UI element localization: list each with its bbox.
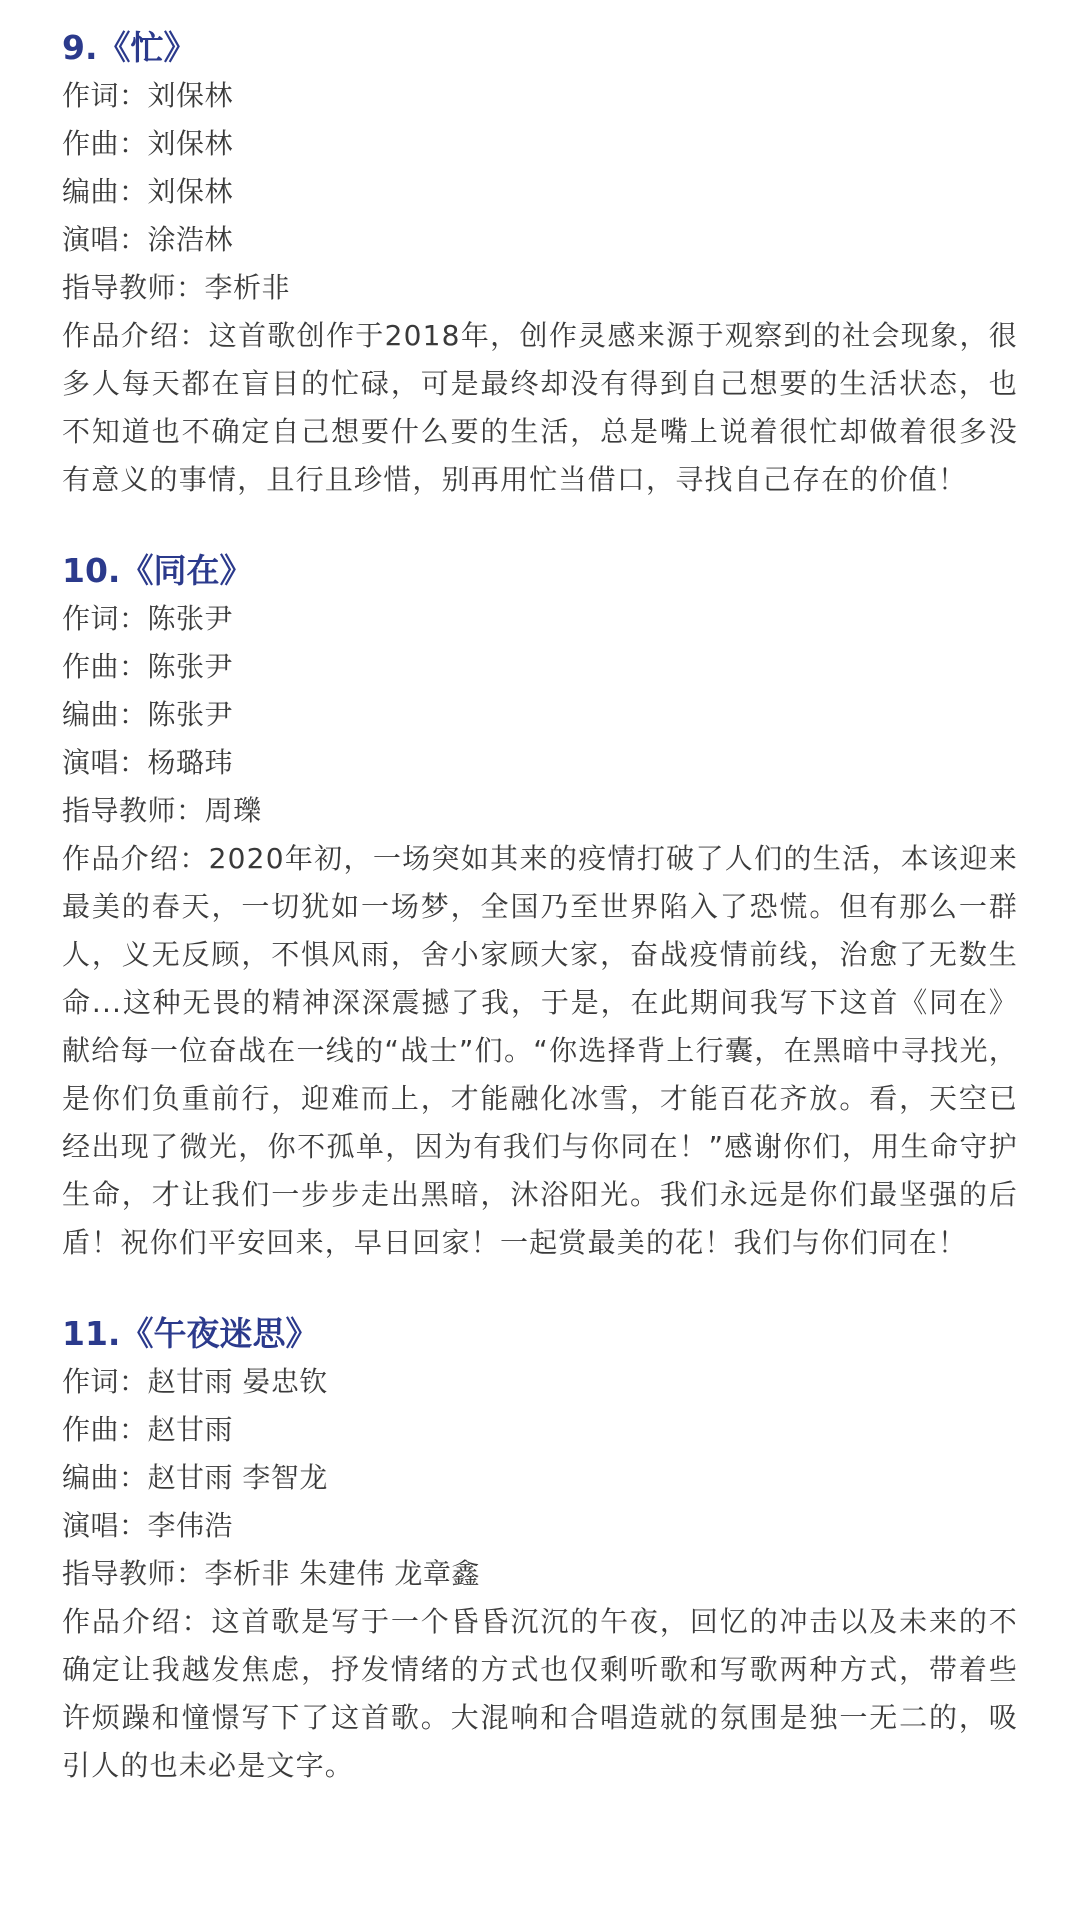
composer-line (62, 643, 1018, 691)
intro-label: 作品介绍： (62, 319, 209, 352)
song-title: 9.《忙》 (62, 28, 197, 67)
field-value: 涂浩林 (147, 223, 234, 256)
work-introduction (62, 1598, 1018, 1790)
field-label: 编曲： (62, 1461, 148, 1494)
field-value: 赵甘雨 李智龙 (147, 1461, 328, 1494)
song-entry-10 (62, 547, 1018, 1267)
field-value: 李伟浩 (147, 1509, 234, 1542)
field-value: 陈张尹 (147, 602, 234, 635)
field-label: 编曲： (62, 175, 148, 208)
field-label: 演唱： (62, 1509, 148, 1542)
field-label: 作曲： (62, 127, 148, 160)
singer-line (62, 216, 1018, 264)
field-value: 陈张尹 (147, 698, 234, 731)
song-title: 10.《同在》 (62, 551, 253, 590)
lyricist-line (62, 1358, 1018, 1406)
field-value: 周瓅 (204, 794, 262, 827)
arranger-line (62, 691, 1018, 739)
field-value: 刘保林 (147, 175, 234, 208)
field-label: 作曲： (62, 650, 148, 683)
song-entry-11 (62, 1310, 1018, 1790)
field-value: 李析非 朱建伟 龙章鑫 (204, 1557, 480, 1590)
field-label: 作曲： (62, 1413, 148, 1446)
field-value: 杨璐玮 (147, 746, 234, 779)
intro-text: 这首歌创作于2018年，创作灵感来源于观察到的社会现象，很多人每天都在盲目的忙碌，可是最终却没有得到自己想要的生活状态，也不知道也不确定自己想要什么要的生活，总是嘴上说着很忙却做着很多没有意义的事情，且行且珍惜，别再用忙当借口，寻找自己存在的价值！ (62, 319, 1018, 496)
work-introduction (62, 835, 1018, 1267)
lyricist-line (62, 595, 1018, 643)
field-value: 刘保林 (147, 127, 234, 160)
singer-line (62, 1502, 1018, 1550)
field-label: 作词： (62, 602, 148, 635)
field-label: 指导教师： (62, 794, 205, 827)
intro-text: 2020年初，一场突如其来的疫情打破了人们的生活，本该迎来最美的春天，一切犹如一场梦，全国乃至世界陷入了恐慌。但有那么一群人，义无反顾，不惧风雨，舍小家顾大家，奋战疫情前线，治愈了无数生命...这种无畏的精神深深震撼了我，于是，在此期间我写下这首《同在》献给每一位奋战在一线的“战士”们。“你选择背上行囊，在黑暗中寻找光，是你们负重前行，迎难而上，才能融化冰雪，才能百花齐放。看，天空已经出现了微光，你不孤单，因为有我们与你同在！”感谢你们，用生命守护生命，才让我们一步步走出黑暗，沐浴阳光。我们永远是你们最坚强的后盾！祝你们平安回来，早日回家！一起赏最美的花！我们与你们同在！ (62, 842, 1018, 1259)
advisor-line (62, 264, 1018, 312)
field-value: 陈张尹 (147, 650, 234, 683)
lyricist-line (62, 72, 1018, 120)
field-label: 作词： (62, 1365, 148, 1398)
arranger-line (62, 168, 1018, 216)
field-value: 赵甘雨 (147, 1413, 234, 1446)
composer-line (62, 1406, 1018, 1454)
song-entry-9 (62, 24, 1018, 504)
singer-line (62, 739, 1018, 787)
field-label: 演唱： (62, 223, 148, 256)
advisor-line (62, 787, 1018, 835)
field-value: 刘保林 (147, 79, 234, 112)
field-value: 李析非 (204, 271, 291, 304)
advisor-line (62, 1550, 1018, 1598)
field-label: 指导教师： (62, 1557, 205, 1590)
field-label: 作词： (62, 79, 148, 112)
field-label: 演唱： (62, 746, 148, 779)
field-label: 指导教师： (62, 271, 205, 304)
intro-label: 作品介绍： (62, 842, 209, 875)
work-introduction (62, 312, 1018, 504)
arranger-line (62, 1454, 1018, 1502)
composer-line (62, 120, 1018, 168)
field-label: 编曲： (62, 698, 148, 731)
field-value: 赵甘雨 晏忠钦 (147, 1365, 328, 1398)
intro-label: 作品介绍： (62, 1605, 212, 1638)
intro-text: 这首歌是写于一个昏昏沉沉的午夜，回忆的冲击以及未来的不确定让我越发焦虑，抒发情绪的方式也仅剩听歌和写歌两种方式，带着些许烦躁和憧憬写下了这首歌。大混响和合唱造就的氛围是独一无二的，吸引人的也未必是文字。 (62, 1605, 1018, 1782)
song-title: 11.《午夜迷思》 (62, 1314, 319, 1353)
